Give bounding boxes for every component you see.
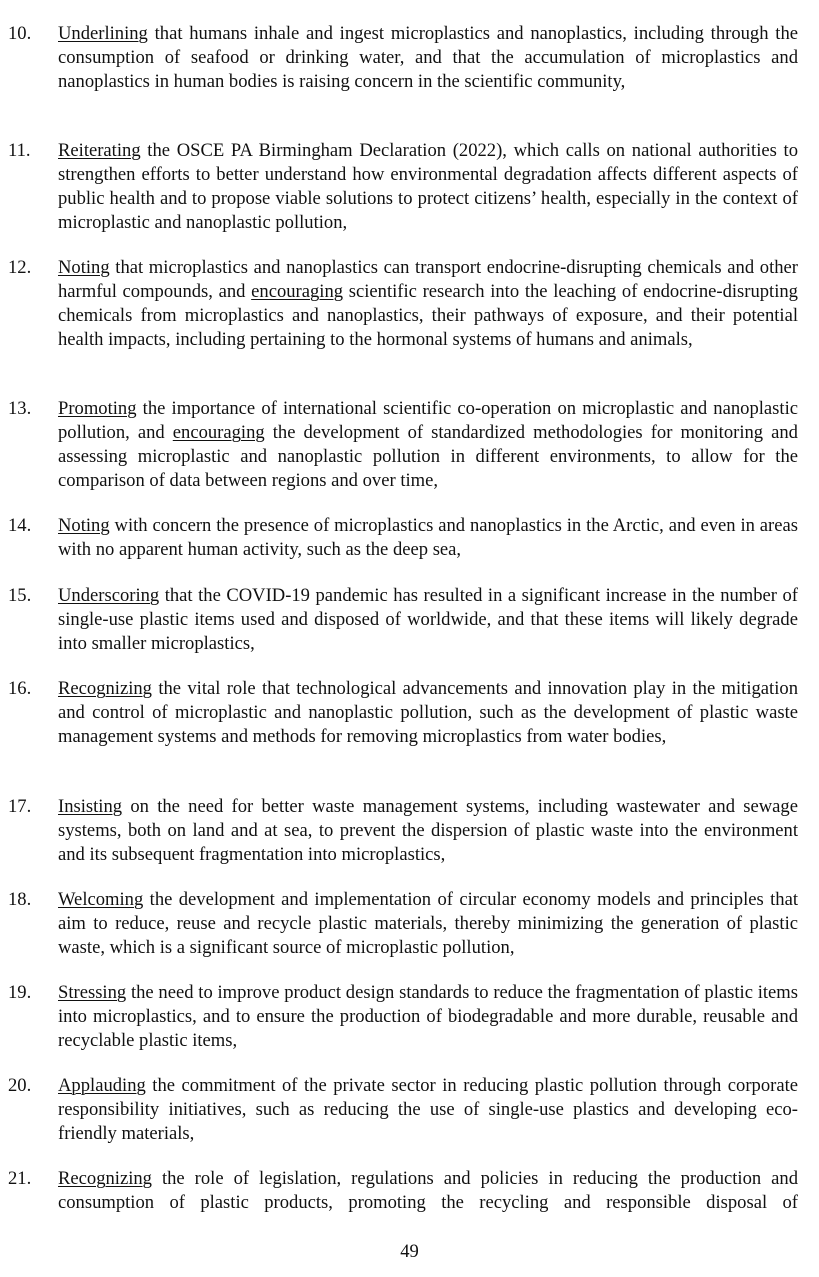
paragraph-21: [8, 1167, 798, 1215]
paragraph-10: [8, 22, 798, 94]
paragraph-number: 17.: [8, 796, 32, 817]
operative-keyword: Recognizing: [58, 1168, 152, 1189]
operative-keyword: Underscoring: [58, 585, 160, 606]
operative-keyword: Recognizing: [58, 678, 152, 699]
paragraph-body: with concern the presence of microplastics and nanoplastics in the Arctic, and even in areas with no apparent human activity, such as the deep sea,: [58, 515, 798, 560]
paragraph-number: 15.: [8, 585, 32, 606]
paragraph-text: [58, 981, 798, 1053]
paragraph-body: the vital role that technological advancements and innovation play in the mitigation and control of microplastic and nanoplastic pollution, such as the development of plastic waste management systems and methods for removing microplastics from water bodies,: [58, 678, 798, 747]
operative-keyword: Promoting: [58, 398, 137, 419]
paragraph-number: 18.: [8, 889, 32, 910]
paragraph-body-continued: the development of standardized methodologies for monitoring and assessing microplastic and nanoplastic pollution in different environments, to allow for the comparison of data between regions and over time,: [58, 422, 798, 491]
paragraph-19: [8, 981, 798, 1053]
paragraph-number: 21.: [8, 1168, 32, 1189]
paragraph-11: [8, 139, 798, 235]
paragraph-body: the development and implementation of circular economy models and principles that aim to reduce, reuse and recycle plastic materials, thereby minimizing the generation of plastic waste, which is a significant source of microplastic pollution,: [58, 889, 798, 958]
operative-keyword: Reiterating: [58, 140, 141, 161]
paragraph-text: [58, 795, 798, 867]
paragraph-number: 14.: [8, 515, 32, 536]
paragraph-body: that microplastics and nanoplastics can transport endocrine-disrupting chemicals and other harmful compounds, and: [58, 257, 798, 302]
paragraph-text: [58, 22, 798, 94]
operative-keyword: Underlining: [58, 23, 148, 44]
operative-keyword: Applauding: [58, 1075, 146, 1096]
paragraph-15: [8, 584, 798, 656]
paragraph-text: [58, 888, 798, 960]
paragraph-body: the role of legislation, regulations and policies in reducing the production and consumption of plastic products, promoting the recycling and responsible disposal of: [58, 1168, 798, 1213]
paragraph-text: [58, 514, 798, 562]
paragraph-text: [58, 1167, 798, 1215]
paragraph-text: [58, 677, 798, 749]
paragraph-text: [58, 397, 798, 493]
paragraph-body: the importance of international scientific co-operation on microplastic and nanoplastic pollution, and: [58, 398, 798, 443]
paragraph-number: 12.: [8, 257, 32, 278]
paragraph-text: [58, 584, 798, 656]
operative-keyword: Noting: [58, 257, 110, 278]
paragraph-17: [8, 795, 798, 867]
operative-keyword: Stressing: [58, 982, 127, 1003]
paragraph-body: the OSCE PA Birmingham Declaration (2022), which calls on national authorities to strengthen efforts to better understand how environmental degradation affects different aspects of public health and to propose viable solutions to protect citizens’ health, especially in the context of microplastic and nanoplastic pollution,: [58, 140, 798, 233]
paragraph-number: 20.: [8, 1075, 32, 1096]
paragraph-16: [8, 677, 798, 749]
paragraph-body: the commitment of the private sector in reducing plastic pollution through corporate responsibility initiatives, such as reducing the use of single-use plastics and developing eco-friendly materials,: [58, 1075, 798, 1144]
secondary-keyword: encouraging: [251, 281, 344, 302]
paragraph-number: 16.: [8, 678, 32, 699]
paragraph-number: 10.: [8, 23, 32, 44]
paragraph-body-continued: scientific research into the leaching of endocrine-disrupting chemicals from microplastics and nanoplastics, their pathways of exposure, and their potential health impacts, including pertaining to the hormonal systems of humans and animals,: [58, 281, 798, 350]
paragraph-12: [8, 256, 798, 352]
paragraph-13: [8, 397, 798, 493]
paragraph-18: [8, 888, 798, 960]
paragraph-body: on the need for better waste management systems, including wastewater and sewage systems, both on land and at sea, to prevent the dispersion of plastic waste into the environment and its subsequent fragmentation into microplastics,: [58, 796, 798, 865]
paragraph-text: [58, 256, 798, 352]
paragraph-text: [58, 1074, 798, 1146]
secondary-keyword: encouraging: [172, 422, 265, 443]
paragraph-text: [58, 139, 798, 235]
operative-keyword: Insisting: [58, 796, 123, 817]
operative-keyword: Noting: [58, 515, 110, 536]
paragraph-number: 11.: [8, 140, 31, 161]
operative-keyword: Welcoming: [58, 889, 144, 910]
paragraph-body: that humans inhale and ingest microplastics and nanoplastics, including through the consumption of seafood or drinking water, and that the accumulation of microplastics and nanoplastics in human bodies is raising concern in the scientific community,: [58, 23, 798, 92]
paragraph-number: 19.: [8, 982, 32, 1003]
paragraph-body: the need to improve product design standards to reduce the fragmentation of plastic items into microplastics, and to ensure the production of biodegradable and more durable, reusable and recyclable plastic items,: [58, 982, 798, 1051]
paragraph-number: 13.: [8, 398, 32, 419]
page-number: 49: [400, 1241, 419, 1262]
paragraph-14: [8, 514, 798, 562]
paragraph-body: that the COVID-19 pandemic has resulted in a significant increase in the number of single-use plastic items used and disposed of worldwide, and that these items will likely degrade into smaller microplastics,: [58, 585, 798, 654]
paragraph-20: [8, 1074, 798, 1146]
